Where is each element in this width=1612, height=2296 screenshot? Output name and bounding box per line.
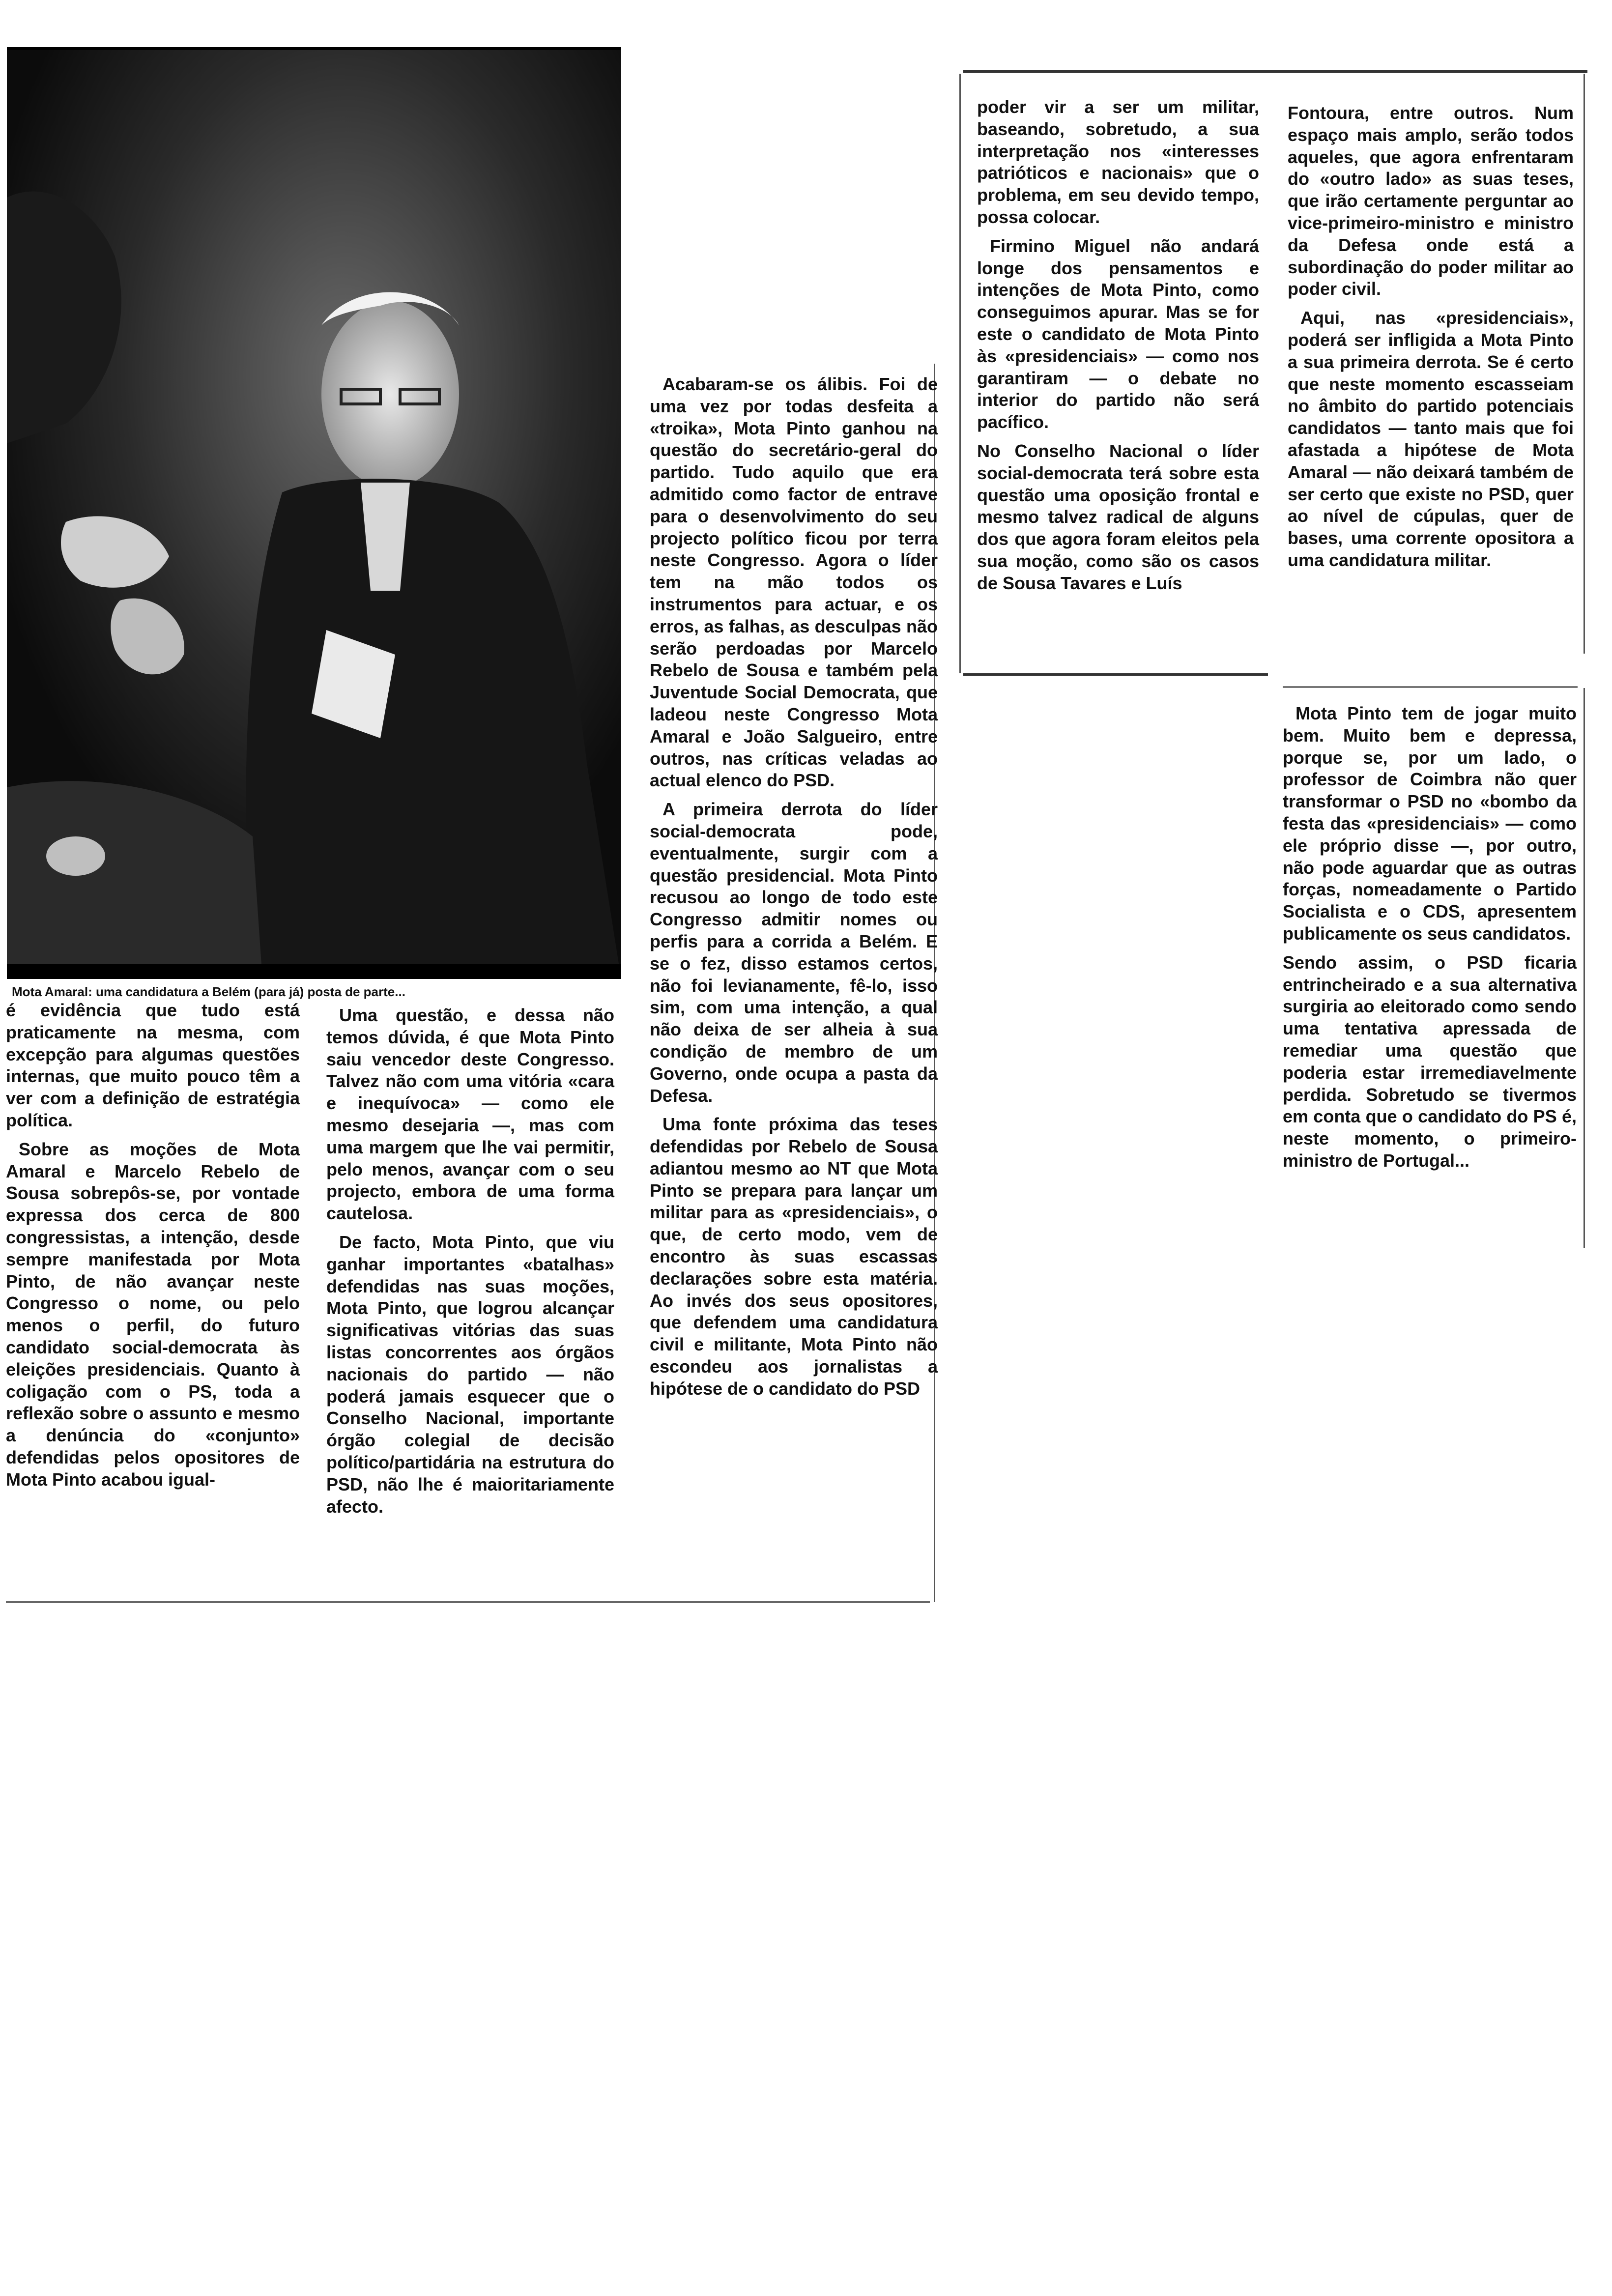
bottom-rule-col4 [963, 673, 1268, 676]
column-frame-left [959, 74, 961, 673]
paragraph: Mota Pinto tem de jogar muito bem. Muito bem e depressa, porque se, por um lado, o professor de Coimbra não quer transformar o PSD no «bombo da festa das «presidenciais» — como ele próprio disse —, por outro, não pode aguardar que as outras forças, nomeadamente o Partido Socialista e o CDS, apresentem publicamente os seus candidatos. [1283, 703, 1577, 944]
paragraph: é evidência que tudo está praticamente na mesma, com excepção para algumas questões internas, que muito pouco têm a ver com a definição de estratégia política. [6, 1000, 300, 1130]
column-frame-col6 [1583, 688, 1585, 1248]
bottom-rule-main [6, 1601, 930, 1603]
photo-caption: Mota Amaral: uma candidatura a Belém (para já) posta de parte... [12, 984, 405, 999]
article-column-2 [326, 1004, 614, 1524]
paragraph: Sobre as moções de Mota Amaral e Marcelo Rebelo de Sousa sobrepôs-se, por vontade expressa dos cerca de 800 congressistas, a intenção, desde sempre manifestada por Mota Pinto, de não avançar neste Congresso o nome, ou pelo menos o perfil, do futuro candidato social-democrata às eleições presidenciais. Quanto à coligação com o PS, toda a reflexão sobre o assunto e mesmo a denúncia do «conjunto» defendidas pelos opositores de Mota Pinto acabou igual- [6, 1139, 300, 1490]
paragraph: De facto, Mota Pinto, que viu ganhar importantes «batalhas» defendidas nas suas moções, Mota Pinto, que logrou alcançar significativas vitórias das suas listas concorrentes aos órgãos nacionais do partido — não poderá jamais esquecer que o Conselho Nacional, importante órgão colegial de decisão político/partidária na estrutura do PSD, não lhe é maioritariamente afecto. [326, 1232, 614, 1517]
article-column-1 [6, 1000, 300, 1498]
paragraph: Acabaram-se os álibis. Foi de uma vez por todas desfeita a «troika», Mota Pinto ganhou na questão do secretário-geral do partido. Tudo aquilo que era admitido como factor de entrave para o desenvolvimento do seu projecto político ficou por terra neste Congresso. Agora o líder tem na mão todos os instrumentos para actuar, e os erros, as falhas, as desculpas não serão perdoadas por Marcelo Rebelo de Sousa e também pela Juventude Social Democrata, que ladeou neste Congresso Mota Amaral e João Salgueiro, entre outros, nas críticas veladas ao actual elenco do PSD. [650, 374, 938, 791]
article-column-6 [1283, 703, 1577, 1179]
press-photo [7, 47, 621, 979]
top-rule-col6 [1283, 686, 1578, 688]
paragraph: Firmino Miguel não andará longe dos pensamentos e intenções de Mota Pinto, como conseguimos apurar. Mas se for este o candidato de Mota Pinto às «presidenciais» — como nos garantiram — o debate no interior do partido não será pacífico. [977, 235, 1259, 432]
paragraph: Uma fonte próxima das teses defendidas por Rebelo de Sousa adiantou mesmo ao NT que Mota Pinto se prepara para lançar um militar para as «presidenciais», o que, de certo modo, vem de encontro às suas escassas declarações sobre esta matéria. Ao invés dos seus opositores, que defendem uma candidatura civil e militante, Mota Pinto não escondeu aos jornalistas a hipótese de o candidato do PSD [650, 1114, 938, 1399]
paragraph: poder vir a ser um militar, baseando, sobretudo, a sua interpretação nos «interesses patrióticos e nacionais» que o problema, em seu devido tempo, possa colocar. [977, 97, 1259, 227]
top-rule-right [963, 70, 1587, 73]
paragraph: Uma questão, e dessa não temos dúvida, é que Mota Pinto saiu vencedor deste Congresso. Talvez não com uma vitória «cara e inequívoca» — como ele mesmo desejaria —, mas com uma margem que lhe vai permitir, pelo menos, avançar com o seu projecto, embora de uma forma cautelosa. [326, 1005, 614, 1224]
photo-image [7, 50, 621, 979]
paragraph: No Conselho Nacional o líder social-democrata terá sobre esta questão uma oposição frontal e mesmo talvez radical de alguns dos que agora foram eleitos pela sua moção, como são os casos de Sousa Tavares e Luís [977, 440, 1259, 593]
column-frame-right [1583, 74, 1585, 654]
article-column-4 [977, 96, 1259, 602]
paragraph: Aqui, nas «presidenciais», poderá ser infligida a Mota Pinto a sua primeira derrota. Se é certo que neste momento escasseiam no âmbito do partido potenciais candidatos — tanto mais que foi afastada a hipótese de Mota Amaral — não deixará também de ser certo que existe no PSD, quer ao nível de cúpulas, quer de bases, uma corrente opositora a uma candidatura militar. [1288, 308, 1574, 570]
paragraph: A primeira derrota do líder social-democrata pode, eventualmente, surgir com a questão presidencial. Mota Pinto recusou ao longo de todo este Congresso admitir nomes ou perfis para a corrida a Belém. E se o fez, disso estamos certos, não foi levianamente, fê-lo, isso sim, com uma intenção, a qual não deixa de ser alheia à sua condição de membro de um Governo, onde ocupa a pasta da Defesa. [650, 799, 938, 1106]
article-column-3 [650, 373, 938, 1407]
paragraph: Fontoura, entre outros. Num espaço mais amplo, serão todos aqueles, que agora enfrentaram do «outro lado» as suas teses, que irão certamente perguntar ao vice-primeiro-ministro e ministro da Defesa onde está a subordinação do poder militar ao poder civil. [1288, 103, 1574, 299]
paragraph: Sendo assim, o PSD ficaria entrincheirado e a sua alternativa surgiria ao eleitorado como sendo uma tentativa apressada de remediar uma questão que poderia estar irremediavelmente perdida. Sobretudo se tivermos em conta que o candidato do PS é, neste momento, o primeiro-ministro de Portugal... [1283, 952, 1577, 1171]
article-column-5 [1288, 102, 1574, 578]
